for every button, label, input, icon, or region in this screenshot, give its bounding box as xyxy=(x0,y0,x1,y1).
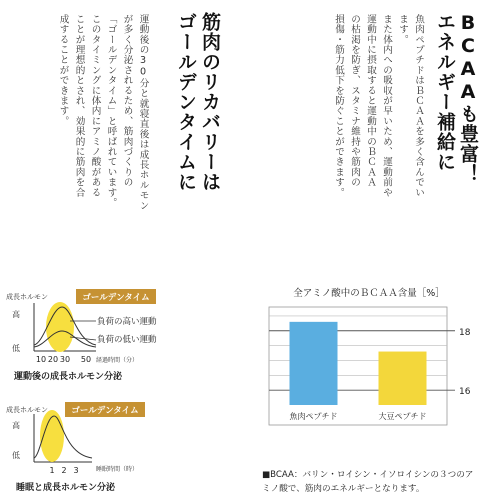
sleep-caption: 睡眠と成長ホルモン分泌 xyxy=(16,483,116,493)
bcaa-category-label: 大豆ペプチド xyxy=(378,412,427,421)
golden-body-line: このタイミングに体内にアミノ酸がある xyxy=(89,14,101,198)
bcaa-body-line: また体内への吸収が早いため、運動前や xyxy=(381,14,392,198)
sleep-y-high: 高 xyxy=(12,421,20,430)
golden-body-line: 成することができます。 xyxy=(57,14,69,127)
sleep-badge: ゴールデンタイム xyxy=(71,406,139,416)
bcaa-body-line: ます。 xyxy=(397,14,408,45)
exercise-legend-high: 負荷の高い運動 xyxy=(97,317,157,327)
exercise-leader-low xyxy=(70,337,96,340)
golden-body-line: 運動後の30分と就寝直後は成長ホルモン xyxy=(137,14,149,211)
golden-body-line: ことが理想的とされ、効果的に筋肉を合 xyxy=(73,14,85,198)
exercise-hormone-chart xyxy=(0,285,235,390)
bcaa-heading-line-1: BCAAも豊富！ xyxy=(457,12,479,184)
sleep-x-tick: 1 xyxy=(49,466,55,475)
golden-heading-line-2: ゴールデンタイムに xyxy=(175,12,197,192)
exercise-x-tick: 30 xyxy=(59,355,71,364)
bcaa-chart-bars xyxy=(290,322,427,405)
sleep-x-tick: 2 xyxy=(61,466,67,475)
bcaa-bar xyxy=(379,352,427,405)
exercise-badge: ゴールデンタイム xyxy=(82,293,150,303)
bcaa-body-line: 損傷・筋力低下を防ぐことができます。 xyxy=(333,14,344,198)
bcaa-body-line: の枯渇を防ぎ、スタミナ維持や筋肉の xyxy=(349,14,360,188)
exercise-caption: 運動後の成長ホルモン分泌 xyxy=(14,372,123,382)
golden-body-line: 「ゴールデンタイム」と呼ばれています。 xyxy=(105,14,117,208)
sleep-hormone-chart xyxy=(0,398,235,500)
bcaa-bar xyxy=(290,322,338,405)
bcaa-category-label: 魚肉ペプチド xyxy=(289,412,338,421)
exercise-legend-low: 負荷の低い運動 xyxy=(97,335,157,345)
exercise-y-high: 高 xyxy=(12,310,20,319)
golden-body-line: が多く分泌されるため、筋肉づくりの xyxy=(121,14,133,188)
bcaa-y-tick: 18 xyxy=(459,327,471,338)
exercise-ylabel: 成長ホルモン xyxy=(6,293,48,301)
golden-heading-line-1: 筋肉のリカバリーは xyxy=(199,12,221,192)
sleep-y-low: 低 xyxy=(12,451,20,460)
exercise-x-tick: 10 xyxy=(35,355,47,364)
bcaa-note: ■BCAA：バリン・ロイシン・イソロイシンの３つのアミノ酸で、筋肉のエネルギーとなります。 xyxy=(262,470,474,494)
exercise-x-tick: 50 xyxy=(80,355,92,364)
sleep-x-tick: 3 xyxy=(73,466,79,475)
exercise-x-unit: 経過時間（分） xyxy=(96,357,139,364)
sleep-ylabel: 成長ホルモン xyxy=(6,406,48,414)
sleep-x-unit: 睡眠時間（時） xyxy=(96,466,139,473)
exercise-y-low: 低 xyxy=(12,344,20,353)
bcaa-chart-title: 全アミノ酸中のＢＣＡＡ含量［%］ xyxy=(293,288,445,299)
exercise-golden-highlight xyxy=(46,302,74,352)
bcaa-heading-line-2: エネルギー補給に xyxy=(434,12,456,172)
bcaa-body-line: 魚肉ペプチドはＢＣＡＡを多く含んでい xyxy=(413,14,424,198)
bcaa-body-line: 運動中に摂取すると運動中のＢＣＡＡ xyxy=(365,14,376,188)
bcaa-bar-chart xyxy=(255,283,483,463)
bcaa-y-tick: 16 xyxy=(459,387,471,398)
exercise-x-tick: 20 xyxy=(47,355,59,364)
